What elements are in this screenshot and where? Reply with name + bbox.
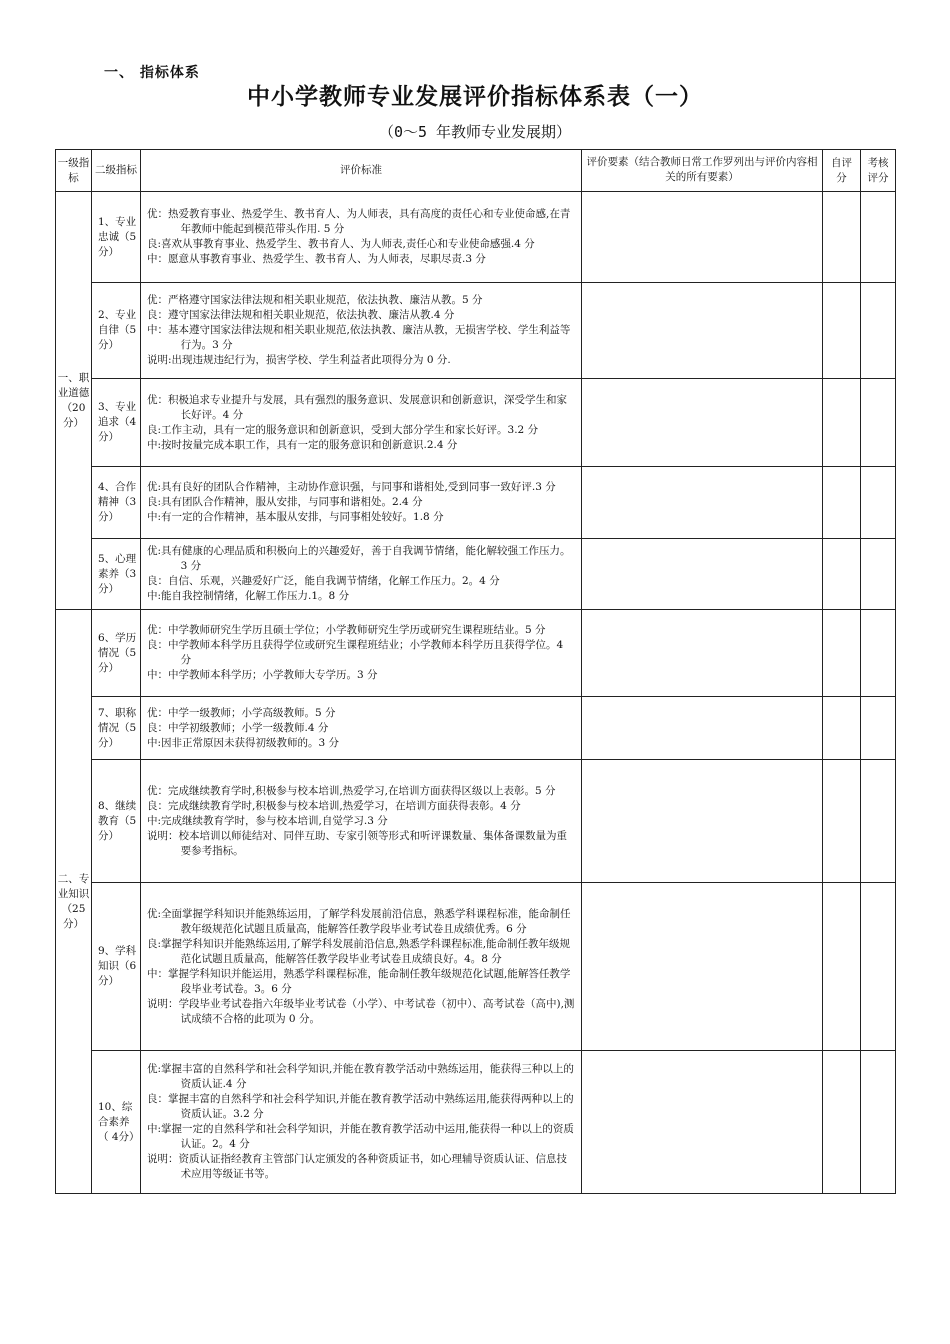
table-row [56, 697, 896, 760]
level2-indicator: 6、学历情况（5分） [92, 610, 141, 697]
elements-cell[interactable] [582, 283, 823, 379]
criteria-line: 良:喜欢从事教育事业、热爱学生、教书育人、为人师表,责任心和专业使命感强.4 分 [147, 238, 535, 250]
criteria-line: 中：基本遵守国家法律法规和相关职业规范,依法执教、廉洁从教，无损害学校、学生利益等行为。3 分 [147, 324, 571, 351]
self-score-cell[interactable] [823, 539, 861, 610]
level2-indicator: 4、合作精神（3分） [92, 467, 141, 539]
page-title: 中小学教师专业发展评价指标体系表（一） [247, 83, 703, 110]
criteria-line: 优：中学一级教师；小学高级教师。5 分 [147, 706, 336, 719]
elements-cell[interactable] [582, 539, 823, 610]
criteria-line: 中:能自我控制情绪，化解工作压力.1。8 分 [147, 590, 350, 602]
level2-indicator: 9、学科知识（6分） [92, 883, 141, 1051]
criteria-line: 良:工作主动，具有一定的服务意识和创新意识，受到大部分学生和家长好评。3.2 分 [147, 423, 539, 436]
level2-indicator: 8、继续教育（5分） [92, 760, 141, 883]
criteria-line: 优：积极追求专业提升与发展，具有强烈的服务意识、发展意识和创新意识，深受学生和家长好评。4 分 [147, 393, 567, 421]
elements-cell[interactable] [582, 192, 823, 283]
header-level2: 二级指标 [92, 150, 141, 192]
criteria-line: 中:掌握一定的自然科学和社会科学知识，并能在教育教学活动中运用,能获得一种以上的资质认证。2。4 分 [147, 1123, 574, 1150]
criteria-line: 中:因非正常原因未获得初级教师的。3 分 [147, 736, 340, 749]
table-row [56, 379, 896, 467]
criteria-line: 中：中学教师本科学历；小学教师大专学历。3 分 [147, 669, 378, 681]
criteria-line: 说明：学段毕业考试卷指六年级毕业考试卷（小学）、中考试卷（初中）、高考试卷（高中),测试成绩不合格的此项为 0 分。 [147, 997, 575, 1025]
criteria-line: 中：愿意从事教育事业、热爱学生、教书育人、为人师表，尽职尽责.3 分 [147, 253, 486, 265]
assess-score-cell[interactable] [861, 883, 896, 1051]
self-score-cell[interactable] [823, 192, 861, 283]
criteria-line: 良：中学初级教师；小学一级教师.4 分 [147, 721, 329, 734]
criteria-line: 良：中学教师本科学历且获得学位或研究生课程班结业；小学教师本科学历且获得学位。4 分 [147, 639, 564, 666]
self-score-cell[interactable] [823, 1051, 861, 1194]
criteria-line: 优:掌握丰富的自然科学和社会科学知识,并能在教育教学活动中熟练运用，能获得三种以上的资质认证.4 分 [147, 1063, 574, 1090]
header-level1: 一级指标 [56, 150, 92, 192]
table-row [56, 883, 896, 1051]
evaluation-criteria [141, 760, 582, 883]
assess-score-cell[interactable] [861, 539, 896, 610]
assess-score-cell[interactable] [861, 697, 896, 760]
criteria-line: 良:掌握学科知识并能熟练运用,了解学科发展前沿信息,熟悉学科课程标准,能命制任教年级规范化试题且质量高，能解答任教学段毕业考试卷且成绩良好。4。8 分 [147, 937, 571, 965]
criteria-line: 中:有一定的合作精神，基本服从安排，与同事相处较好。1.8 分 [147, 511, 444, 523]
elements-cell[interactable] [582, 883, 823, 1051]
level2-indicator: 2、专业自律（5分） [92, 283, 141, 379]
criteria-line: 说明:出现违规违纪行为，损害学校、学生利益者此项得分为 0 分. [147, 354, 451, 366]
level2-indicator: 5、心理素养（3分） [92, 539, 141, 610]
level2-indicator: 7、职称情况（5分） [92, 697, 141, 760]
assess-score-cell[interactable] [861, 760, 896, 883]
table-row [56, 192, 896, 283]
self-score-cell[interactable] [823, 467, 861, 539]
elements-cell[interactable] [582, 610, 823, 697]
criteria-line: 说明：校本培训以师徒结对、同伴互助、专家引领等形式和听评课数量、集体备课数量为重要参考指标。 [147, 829, 567, 857]
criteria-line: 良：掌握丰富的自然科学和社会科学知识,并能在教育教学活动中熟练运用,能获得两种以上的资质认证。3.2 分 [147, 1093, 574, 1120]
assess-score-cell[interactable] [861, 1051, 896, 1194]
elements-cell[interactable] [582, 379, 823, 467]
evaluation-criteria [141, 539, 582, 610]
criteria-line: 良：自信、乐观，兴趣爱好广泛，能自我调节情绪，化解工作压力。2。4 分 [147, 575, 500, 587]
self-score-cell[interactable] [823, 883, 861, 1051]
level2-indicator: 10、综合素养（ 4分） [92, 1051, 141, 1194]
assess-score-cell[interactable] [861, 610, 896, 697]
header-criteria: 评价标准 [141, 150, 582, 192]
criteria-line: 优：完成继续教育学时,积极参与校本培训,热爱学习,在培训方面获得区级以上表彰。5 分 [147, 784, 556, 797]
elements-cell[interactable] [582, 760, 823, 883]
criteria-line: 中:完成继续教育学时，参与校本培训,自觉学习.3 分 [147, 814, 388, 827]
assess-score-cell[interactable] [861, 283, 896, 379]
header-assess-score: 考核评分 [861, 150, 896, 192]
criteria-line: 优：中学教师研究生学历且硕士学位；小学教师研究生学历或研究生课程班结业。5 分 [147, 624, 546, 636]
table-row [56, 1051, 896, 1194]
header-elements: 评价要素（结合教师日常工作罗列出与评价内容相关的所有要素） [582, 150, 823, 192]
criteria-line: 中：掌握学科知识并能运用，熟悉学科课程标准，能命制任教年级规范化试题,能解答任教学段毕业考试卷。3。6 分 [147, 967, 571, 995]
elements-cell[interactable] [582, 1051, 823, 1194]
criteria-line: 优：严格遵守国家法律法规和相关职业规范，依法执教、廉洁从教。5 分 [147, 294, 483, 306]
table-row [56, 467, 896, 539]
table-row [56, 283, 896, 379]
elements-cell[interactable] [582, 467, 823, 539]
criteria-line: 说明：资质认证指经教育主管部门认定颁发的各种资质证书，如心理辅导资质认证、信息技术应用等级证书等。 [147, 1153, 567, 1180]
criteria-line: 优:具有健康的心理品质和积极向上的兴趣爱好，善于自我调节情绪，能化解较强工作压力。3 分 [147, 545, 571, 572]
criteria-line: 优:具有良好的团队合作精神，主动协作意识强，与同事和谐相处,受到同事一致好评.3 分 [147, 481, 556, 493]
assess-score-cell[interactable] [861, 379, 896, 467]
table-row [56, 610, 896, 697]
level2-indicator: 1、专业忠诚（5分） [92, 192, 141, 283]
table-header-row [56, 150, 896, 192]
section-heading: 一、 指标体系 [104, 65, 200, 81]
assess-score-cell[interactable] [861, 467, 896, 539]
table-body [56, 192, 896, 1194]
evaluation-criteria [141, 283, 582, 379]
level2-indicator: 3、专业追求（4分） [92, 379, 141, 467]
evaluation-criteria [141, 697, 582, 760]
evaluation-criteria [141, 883, 582, 1051]
criteria-line: 良：完成继续教育学时,积极参与校本培训,热爱学习，在培训方面获得表彰。4 分 [147, 799, 521, 812]
table-row [56, 539, 896, 610]
evaluation-criteria [141, 192, 582, 283]
header-self-score: 自评分 [823, 150, 861, 192]
criteria-line: 中:按时按量完成本职工作，具有一定的服务意识和创新意识.2.4 分 [147, 438, 458, 451]
evaluation-criteria [141, 610, 582, 697]
self-score-cell[interactable] [823, 379, 861, 467]
assess-score-cell[interactable] [861, 192, 896, 283]
page-subtitle: （0～5 年教师专业发展期） [378, 123, 572, 141]
criteria-line: 优:全面掌握学科知识并能熟练运用，了解学科发展前沿信息，熟悉学科课程标准，能命制任教年级规范化试题且质量高，能解答任教学段毕业考试卷且成绩优秀。6 分 [147, 907, 571, 935]
criteria-line: 良：遵守国家法律法规和相关职业规范，依法执教、廉洁从教.4 分 [147, 309, 455, 321]
self-score-cell[interactable] [823, 760, 861, 883]
evaluation-index-table [55, 149, 896, 1194]
table-row [56, 760, 896, 883]
criteria-line: 良:具有团队合作精神，服从安排，与同事和谐相处。2.4 分 [147, 496, 423, 508]
evaluation-criteria [141, 1051, 582, 1194]
evaluation-criteria [141, 467, 582, 539]
level1-indicator: 一、职业道德（20分） [56, 192, 92, 610]
elements-cell[interactable] [582, 697, 823, 760]
criteria-line: 优：热爱教育事业、热爱学生、教书育人、为人师表，具有高度的责任心和专业使命感,在青年教师中能起到模范带头作用. 5 分 [147, 208, 571, 235]
self-score-cell[interactable] [823, 697, 861, 760]
self-score-cell[interactable] [823, 610, 861, 697]
self-score-cell[interactable] [823, 283, 861, 379]
level1-indicator: 二、专业知识（25分） [56, 610, 92, 1194]
evaluation-criteria [141, 379, 582, 467]
